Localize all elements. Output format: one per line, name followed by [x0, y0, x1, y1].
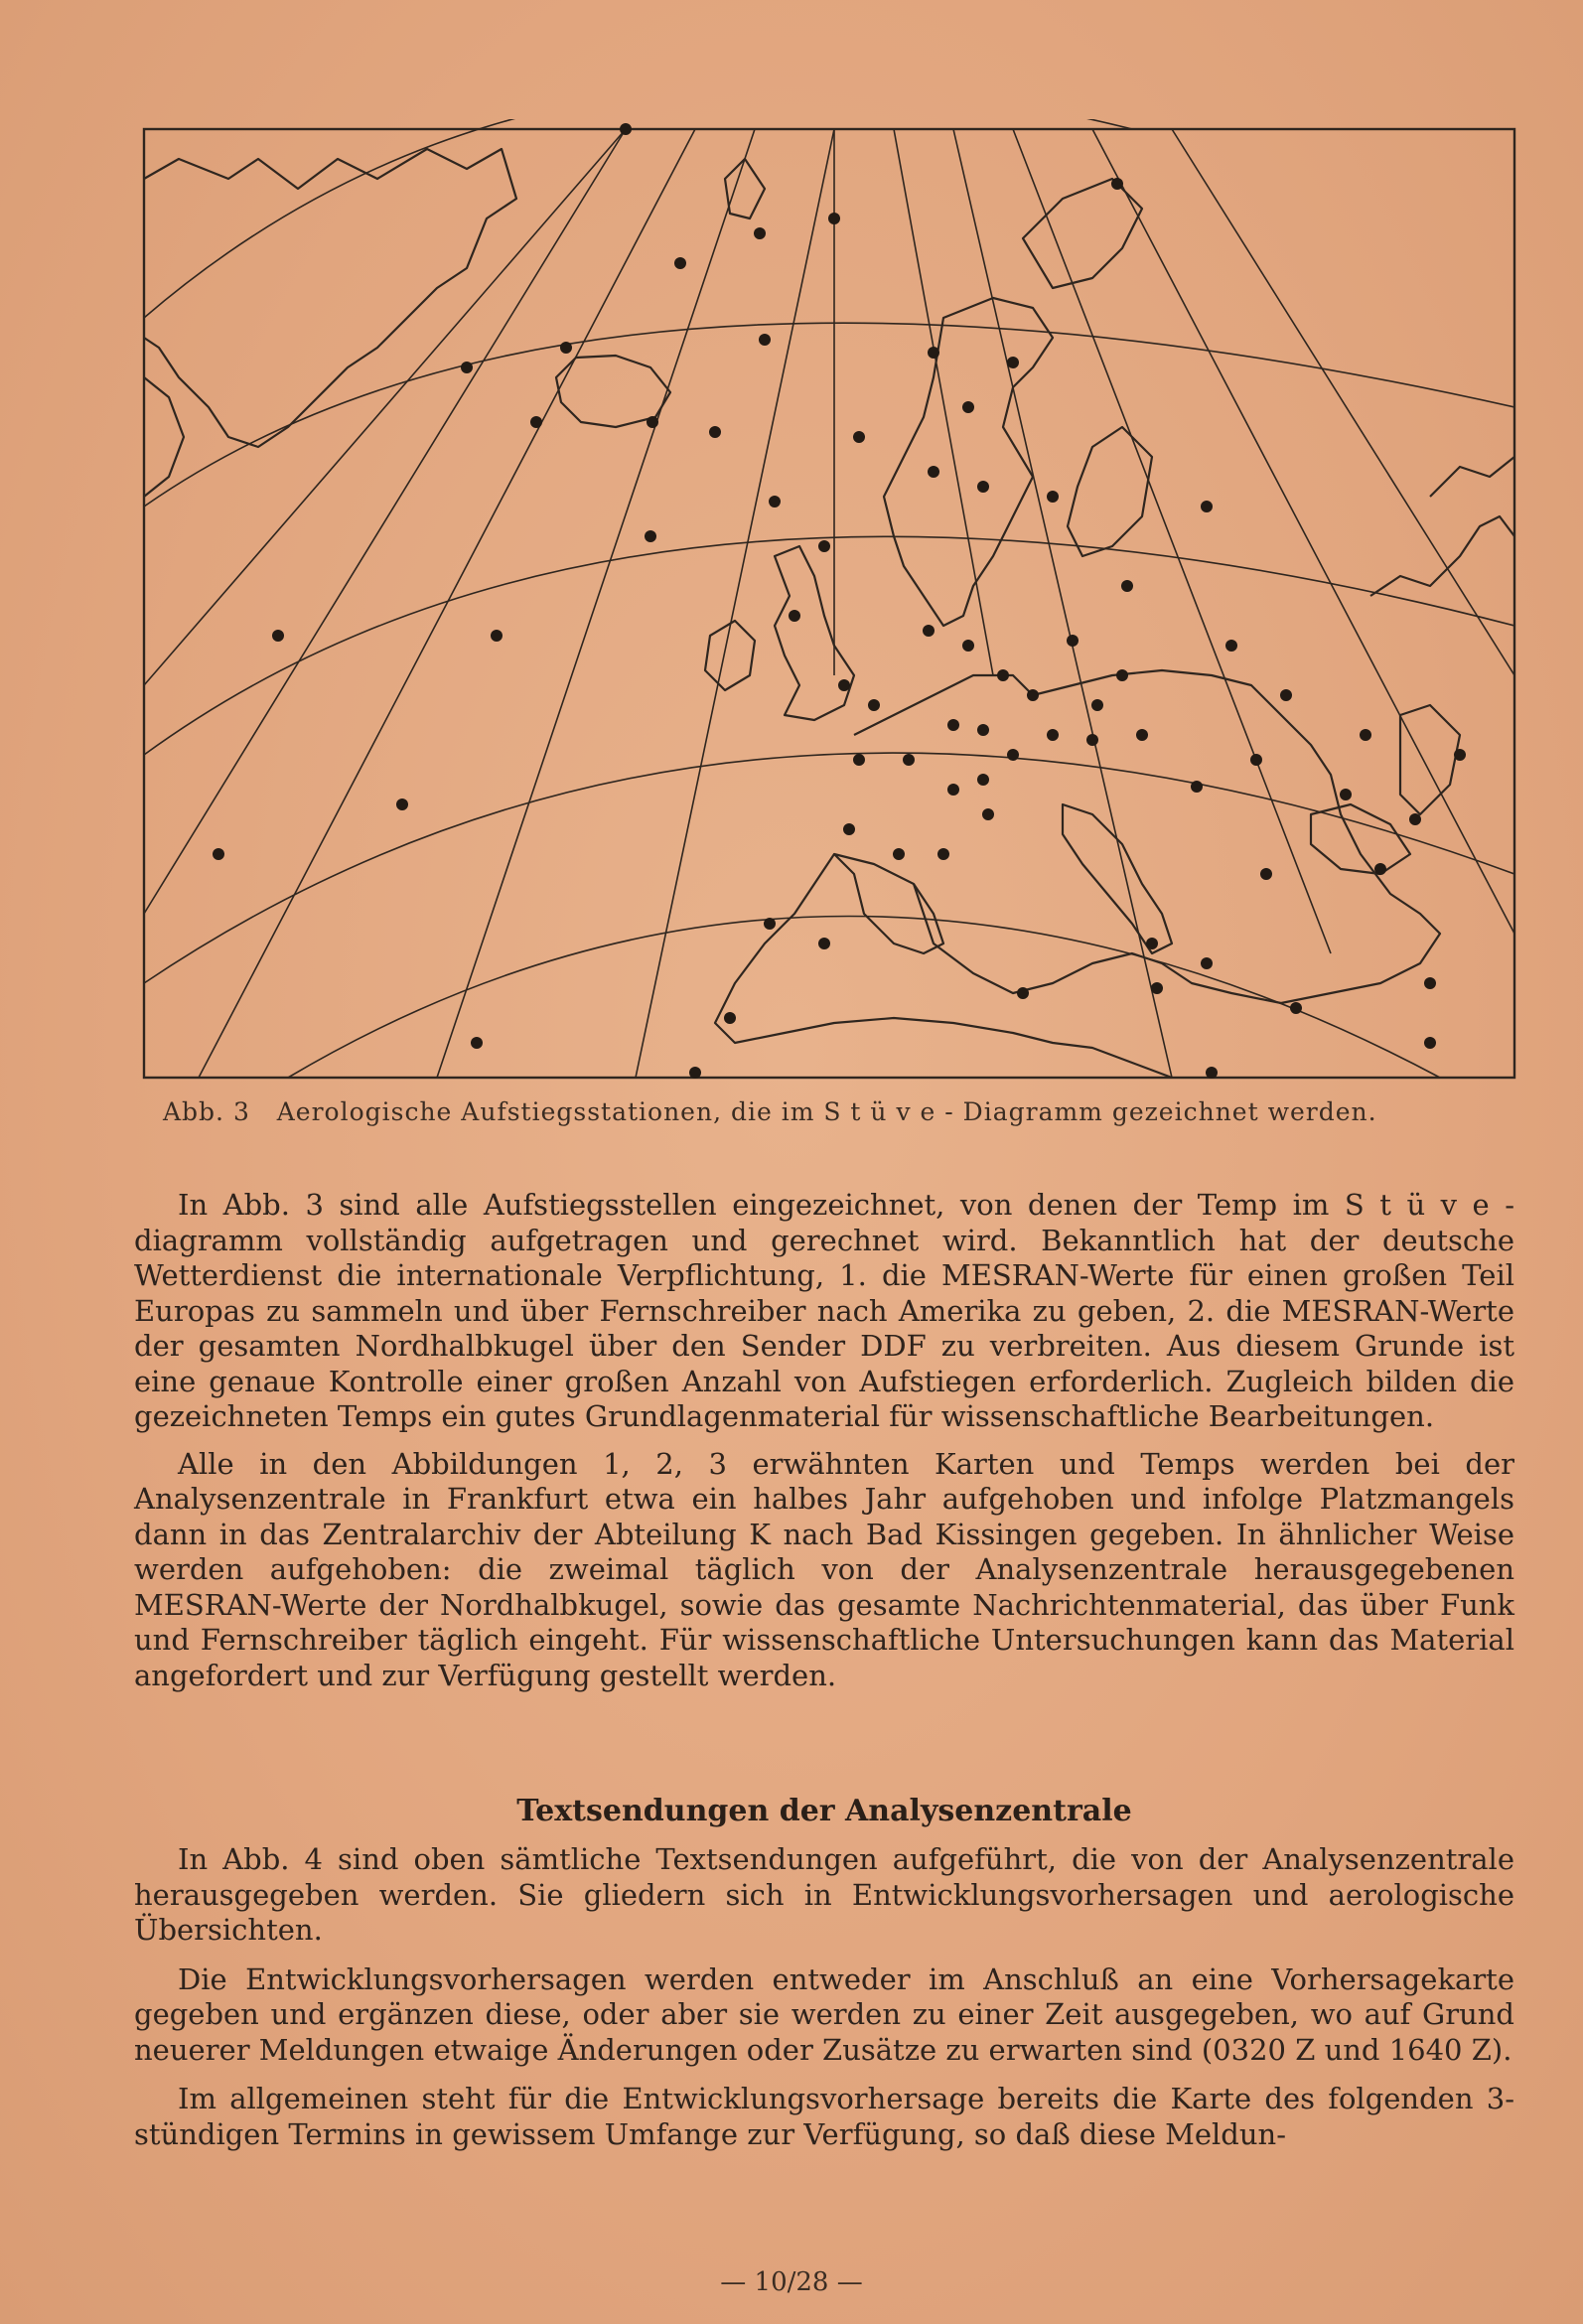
station-dot: [977, 774, 989, 786]
station-dot: [1047, 491, 1059, 503]
station-dot: [1260, 868, 1272, 880]
station-dot: [962, 640, 974, 652]
coast-finland: [1068, 427, 1152, 556]
station-dot: [1151, 982, 1163, 994]
station-dot: [1201, 957, 1213, 969]
station-dot: [853, 754, 865, 766]
station-dot: [471, 1037, 483, 1049]
station-dot: [853, 431, 865, 443]
station-dot: [1191, 781, 1203, 793]
station-dot: [1007, 357, 1019, 368]
latitude-line: [144, 753, 1514, 983]
figure-caption-label: Abb. 3: [163, 1097, 250, 1126]
station-dot: [982, 808, 994, 820]
figure-caption-text: Aerologische Aufstiegsstationen, die im S t ü v e - Diagramm gezeichnet werden.: [276, 1097, 1377, 1126]
station-dot: [928, 347, 939, 359]
station-dot: [1086, 734, 1098, 746]
station-dot: [893, 848, 905, 860]
station-dot: [724, 1012, 736, 1024]
station-dot: [977, 481, 989, 493]
meridian-line: [144, 129, 626, 685]
station-dot: [1201, 501, 1213, 512]
station-dot: [1409, 813, 1421, 825]
paragraph: Alle in den Abbildungen 1, 2, 3 erwähnten Karten und Temps werden bei der Analysenzentrale in Frankfurt etwa ein halbes Jahr aufgehoben und infolge Platzmangels dann in das Zentralarchiv der Abteilung K nach Bad Kissingen gegeben. In ähnlicher Weise werden aufgehoben: die zweimal täglich von der Analysenzentrale herausgegebenen MESRAN-Werte der Nordhalbkugel, sowie das gesamte Nachrichtenmaterial, das über Funk und Fernschreiber täglich eingeht. Für wissenschaftliche Untersuchungen kann das Material angefordert und zur Verfügung gestellt werden.: [134, 1446, 1514, 1692]
station-dot: [997, 669, 1009, 681]
station-dot: [709, 426, 721, 438]
station-dot: [645, 530, 656, 542]
map-frame: [144, 129, 1514, 1078]
station-dot: [1290, 1002, 1302, 1014]
station-dot: [530, 416, 542, 428]
station-dot: [1424, 1037, 1436, 1049]
coast-continent: [715, 670, 1440, 1078]
station-dot: [769, 496, 781, 508]
station-dot: [947, 719, 959, 731]
coast-italy: [1063, 804, 1172, 953]
meridian-line: [636, 129, 834, 1078]
meridian-line: [894, 129, 993, 675]
figure-caption: [163, 1097, 1523, 1126]
station-dot: [828, 213, 840, 224]
coast-great-britain: [775, 546, 854, 720]
station-dot: [1280, 689, 1292, 701]
station-dot: [213, 848, 224, 860]
station-dot: [1146, 938, 1158, 949]
station-map-figure: [139, 119, 1519, 1088]
coast-scandinavia: [884, 298, 1053, 626]
station-dot: [1136, 729, 1148, 741]
latitude-line: [144, 323, 1514, 507]
station-dot: [843, 823, 855, 835]
station-dot: [789, 610, 800, 622]
paragraph: In Abb. 4 sind oben sämtliche Textsendungen aufgeführt, die von der Analysenzentrale herausgegeben werden. Sie gliedern sich in Entwicklungsvorhersagen und aerologische Übersichten.: [134, 1842, 1514, 1947]
meridian-line: [437, 129, 755, 1078]
station-dot: [868, 699, 880, 711]
station-dot: [838, 679, 850, 691]
station-dot: [560, 342, 572, 354]
station-dot: [1017, 987, 1029, 999]
station-dot: [1116, 669, 1128, 681]
station-dot: [461, 362, 473, 373]
station-dot: [759, 334, 771, 346]
station-dot: [689, 1067, 701, 1079]
station-dot: [1374, 863, 1386, 875]
latitude-line: [144, 119, 1132, 318]
station-dot: [903, 754, 915, 766]
station-dot: [754, 227, 766, 239]
paragraph: Im allgemeinen steht für die Entwicklungsvorhersage bereits die Karte des folgenden 3-stündigen Termins in gewissem Umfange zur Verfügung, so daß diese Meldun-: [134, 2082, 1514, 2151]
station-dot: [923, 625, 935, 637]
coast-black-sea: [1311, 804, 1410, 874]
station-dot: [947, 784, 959, 796]
station-dot: [1250, 754, 1262, 766]
station-dot: [764, 918, 776, 930]
station-dot: [937, 848, 949, 860]
latitude-line: [144, 536, 1514, 755]
coast-caspian: [1400, 705, 1460, 814]
body-text: [134, 1188, 1514, 1693]
coast-iberia: [834, 854, 943, 953]
paragraph: In Abb. 3 sind alle Aufstiegsstellen eingezeichnet, von denen der Temp im S t ü v e - diagramm vollständig aufgetragen und gerechnet wird. Bekanntlich hat der deutsche Wetterdienst die internationale Verpflichtung, 1. die MESRAN-Werte für einen großen Teil Europas zu sammeln und über Fernschreiber nach Amerika zu geben, 2. die MESRAN-Werte der gesamten Nordhalbkugel über den Sender DDF zu verbreiten. Aus diesem Grunde ist eine genaue Kontrolle einer großen Anzahl von Aufstiegen erforderlich. Zugleich bilden die gezeichneten Temps ein gutes Grundlagenmaterial für wissenschaftliche Bearbeitungen.: [134, 1188, 1514, 1433]
page-number: — 10/28 —: [720, 2267, 863, 2297]
meridian-line: [199, 129, 695, 1078]
station-map: [139, 119, 1519, 1088]
station-dot: [1121, 580, 1133, 592]
station-dot: [1424, 977, 1436, 989]
coast-baffin: [144, 377, 184, 497]
station-dot: [1007, 749, 1019, 761]
coast-ireland: [705, 621, 755, 690]
station-dot: [962, 401, 974, 413]
station-dot: [620, 123, 632, 135]
station-dot: [491, 630, 503, 642]
latitude-line: [288, 917, 1440, 1079]
coast-east-2: [1430, 457, 1514, 497]
station-dot: [1360, 729, 1371, 741]
station-dot: [1206, 1067, 1218, 1079]
section-text: [134, 1842, 1514, 2152]
station-dot: [928, 466, 939, 478]
paragraph: Die Entwicklungsvorhersagen werden entweder im Anschluß an eine Vorhersagekarte gegeben und ergänzen diese, oder aber sie werden zu einer Zeit ausgegeben, wo auf Grund neuerer Meldungen etwaige Änderungen oder Zusätze zu erwarten sind (0320 Z und 1640 Z).: [134, 1961, 1514, 2067]
station-dot: [1091, 699, 1103, 711]
coast-nowaja-semlja: [1023, 179, 1142, 288]
station-dot: [272, 630, 284, 642]
station-dot: [1027, 689, 1039, 701]
meridian-line: [1172, 129, 1514, 675]
station-dot: [674, 257, 686, 269]
section-heading: Textsendungen der Analysenzentrale: [516, 1794, 1132, 1828]
station-dot: [1454, 749, 1466, 761]
station-dot: [1067, 635, 1079, 647]
station-dot: [1225, 640, 1237, 652]
station-dot: [396, 799, 408, 810]
station-dot: [1111, 178, 1123, 190]
station-dot: [647, 416, 658, 428]
station-dot: [1047, 729, 1059, 741]
coast-east: [1370, 516, 1514, 596]
station-dot: [1340, 789, 1352, 800]
station-dot: [818, 540, 830, 552]
station-dot: [977, 724, 989, 736]
station-dot: [818, 938, 830, 949]
coast-greenland: [144, 149, 516, 447]
meridian-line: [1092, 129, 1514, 934]
coast-svalbard: [725, 159, 765, 218]
meridian-line: [1013, 129, 1331, 953]
